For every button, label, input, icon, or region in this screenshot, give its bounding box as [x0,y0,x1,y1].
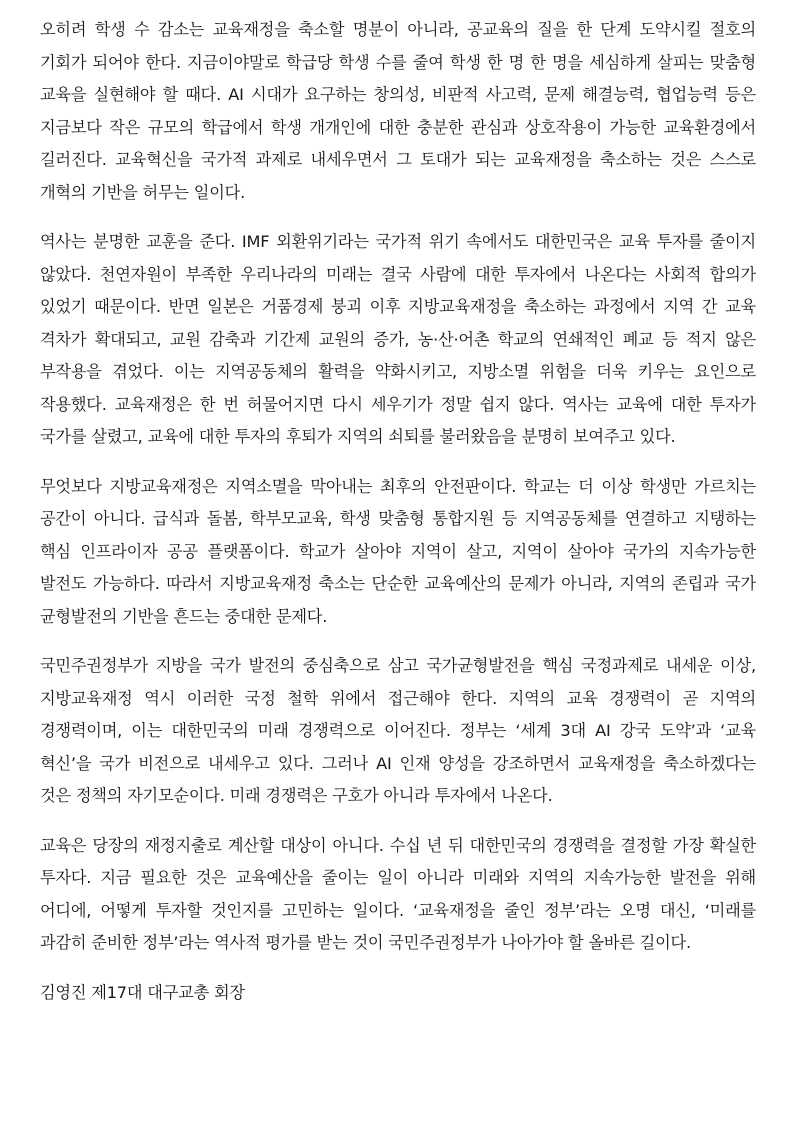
article-body [40,14,756,1009]
article-paragraph-5: 교육은 당장의 재정지출로 계산할 대상이 아니다. 수십 년 뒤 대한민국의 경쟁력을 결정할 가장 확실한 투자다. 지금 필요한 것은 교육예산을 줄이는 일이 아니라 미래와 지역의 지속가능한 발전을 위해 어디에, 어떻게 투자할 것인지를 고민하는 일이다. ‘교육재정을 줄인 정부’라는 오명 대신, ‘미래를 과감히 준비한 정부’라는 역사적 평가를 받는 것이 국민주권정부가 나아가야 할 올바른 길이다. [40,835,756,952]
article-paragraph-3: 무엇보다 지방교육재정은 지역소멸을 막아내는 최후의 안전판이다. 학교는 더 이상 학생만 가르치는 공간이 아니다. 급식과 돌봄, 학부모교육, 학생 맞춤형 통합지원 등 지역공동체를 연결하고 지탱하는 핵심 인프라이자 공공 플랫폼이다. 학교가 살아야 지역이 살고, 지역이 살아야 국가의 지속가능한 발전도 가능하다. 따라서 지방교육재정 축소는 단순한 교육예산의 문제가 아니라, 지역의 존립과 국가 균형발전의 기반을 흔드는 중대한 문제다. [40,476,756,626]
article-paragraph-1: 오히려 학생 수 감소는 교육재정을 축소할 명분이 아니라, 공교육의 질을 한 단계 도약시킬 절호의 기회가 되어야 한다. 지금이야말로 학급당 학생 수를 줄여 학생 한 명 한 명을 세심하게 살피는 맞춤형 교육을 실현해야 할 때다. AI 시대가 요구하는 창의성, 비판적 사고력, 문제 해결능력, 협업능력 등은 지금보다 작은 규모의 학급에서 학생 개개인에 대한 충분한 관심과 상호작용이 가능한 교육환경에서 길러진다. 교육혁신을 국가적 과제로 내세우면서 그 토대가 되는 교육재정을 축소하는 것은 스스로 개혁의 기반을 허무는 일이다. [40,20,756,202]
article-paragraph-4: 국민주권정부가 지방을 국가 발전의 중심축으로 삼고 국가균형발전을 핵심 국정과제로 내세운 이상, 지방교육재정 역시 이러한 국정 철학 위에서 접근해야 한다. 지역의 교육 경쟁력이 곧 지역의 경쟁력이며, 이는 대한민국의 미래 경쟁력으로 이어진다. 정부는 ‘세계 3대 AI 강국 도약’과 ‘교육 혁신’을 국가 비전으로 내세우고 있다. 그러나 AI 인재 양성을 강조하면서 교육재정을 축소하겠다는 것은 정책의 자기모순이다. 미래 경쟁력은 구호가 아니라 투자에서 나온다. [40,656,756,805]
author-byline: 김영진 제17대 대구교총 회장 [40,982,245,1002]
article-paragraph-2: 역사는 분명한 교훈을 준다. IMF 외환위기라는 국가적 위기 속에서도 대한민국은 교육 투자를 줄이지 않았다. 천연자원이 부족한 우리나라의 미래는 결국 사람에 대한 투자에서 나온다는 사회적 합의가 있었기 때문이다. 반면 일본은 거품경제 붕괴 이후 지방교육재정을 축소하는 과정에서 지역 간 교육 격차가 확대되고, 교원 감축과 기간제 교원의 증가, 농·산·어촌 학교의 연쇄적인 폐교 등 적지 않은 부작용을 겪었다. 이는 지역공동체의 활력을 약화시키고, 지방소멸 위험을 더욱 키우는 요인으로 작용했다. 교육재정은 한 번 허물어지면 다시 세우기가 정말 쉽지 않다. 역사는 교육에 대한 투자가 국가를 살렸고, 교육에 대한 투자의 후퇴가 지역의 쇠퇴를 불러왔음을 분명히 보여주고 있다. [40,232,756,446]
